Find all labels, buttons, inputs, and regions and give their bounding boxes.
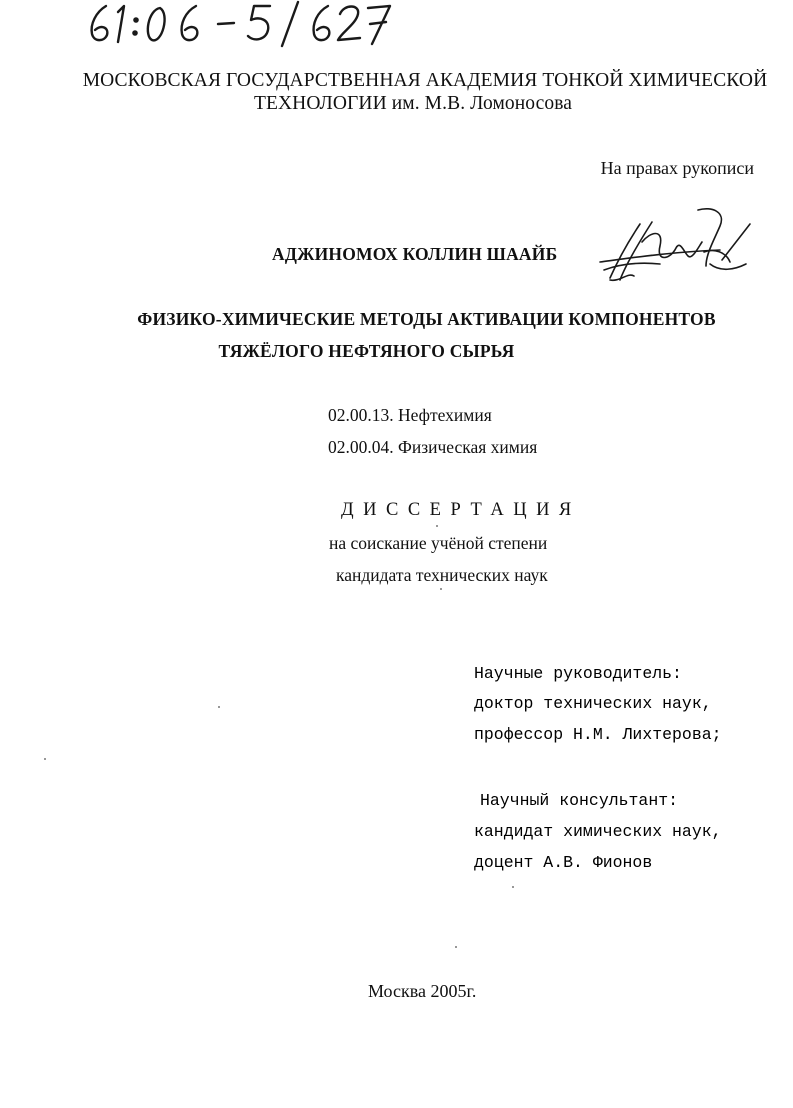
document-type-heading: ДИССЕРТАЦИЯ	[341, 500, 581, 520]
author-name: АДЖИНОМОХ КОЛЛИН ШААЙБ	[272, 244, 558, 264]
dissertation-title-line-2: ТЯЖЁЛОГО НЕФТЯНОГО СЫРЬЯ	[218, 341, 515, 361]
specialty-code: 02.00.04. Физическая химия	[328, 437, 538, 457]
supervisor-degree: доктор технических наук,	[474, 694, 712, 713]
dissertation-title-line-1: ФИЗИКО-ХИМИЧЕСКИЕ МЕТОДЫ АКТИВАЦИИ КОМПОНЕНТОВ	[137, 309, 716, 329]
supervisor-heading: Научные руководитель:	[474, 664, 682, 683]
scan-speck	[218, 706, 220, 708]
handwritten-archive-code	[84, 0, 414, 48]
author-signature	[580, 202, 760, 292]
scan-speck	[436, 525, 438, 527]
degree-line-1: на соискание учёной степени	[329, 533, 548, 553]
consultant-name: доцент А.В. Фионов	[474, 853, 653, 872]
institution-line-1: МОСКОВСКАЯ ГОСУДАРСТВЕННАЯ АКАДЕМИЯ ТОНКОЙ ХИМИЧЕСКОЙ	[82, 70, 768, 91]
place-and-year: Москва 2005г.	[368, 981, 477, 1001]
specialty-code: 02.00.13. Нефтехимия	[328, 405, 492, 425]
consultant-degree: кандидат химических наук,	[474, 822, 722, 841]
consultant-heading: Научный консультант:	[480, 791, 679, 810]
scan-speck	[440, 588, 442, 590]
scan-speck	[455, 946, 457, 948]
scan-speck	[512, 886, 514, 888]
manuscript-rights-note: На правах рукописи	[600, 158, 754, 178]
supervisor-name: профессор Н.М. Лихтерова;	[474, 725, 722, 744]
degree-line-2: кандидата технических наук	[336, 565, 548, 585]
scan-speck	[44, 758, 46, 760]
institution-line-2: ТЕХНОЛОГИИ им. М.В. Ломоносова	[253, 93, 573, 114]
